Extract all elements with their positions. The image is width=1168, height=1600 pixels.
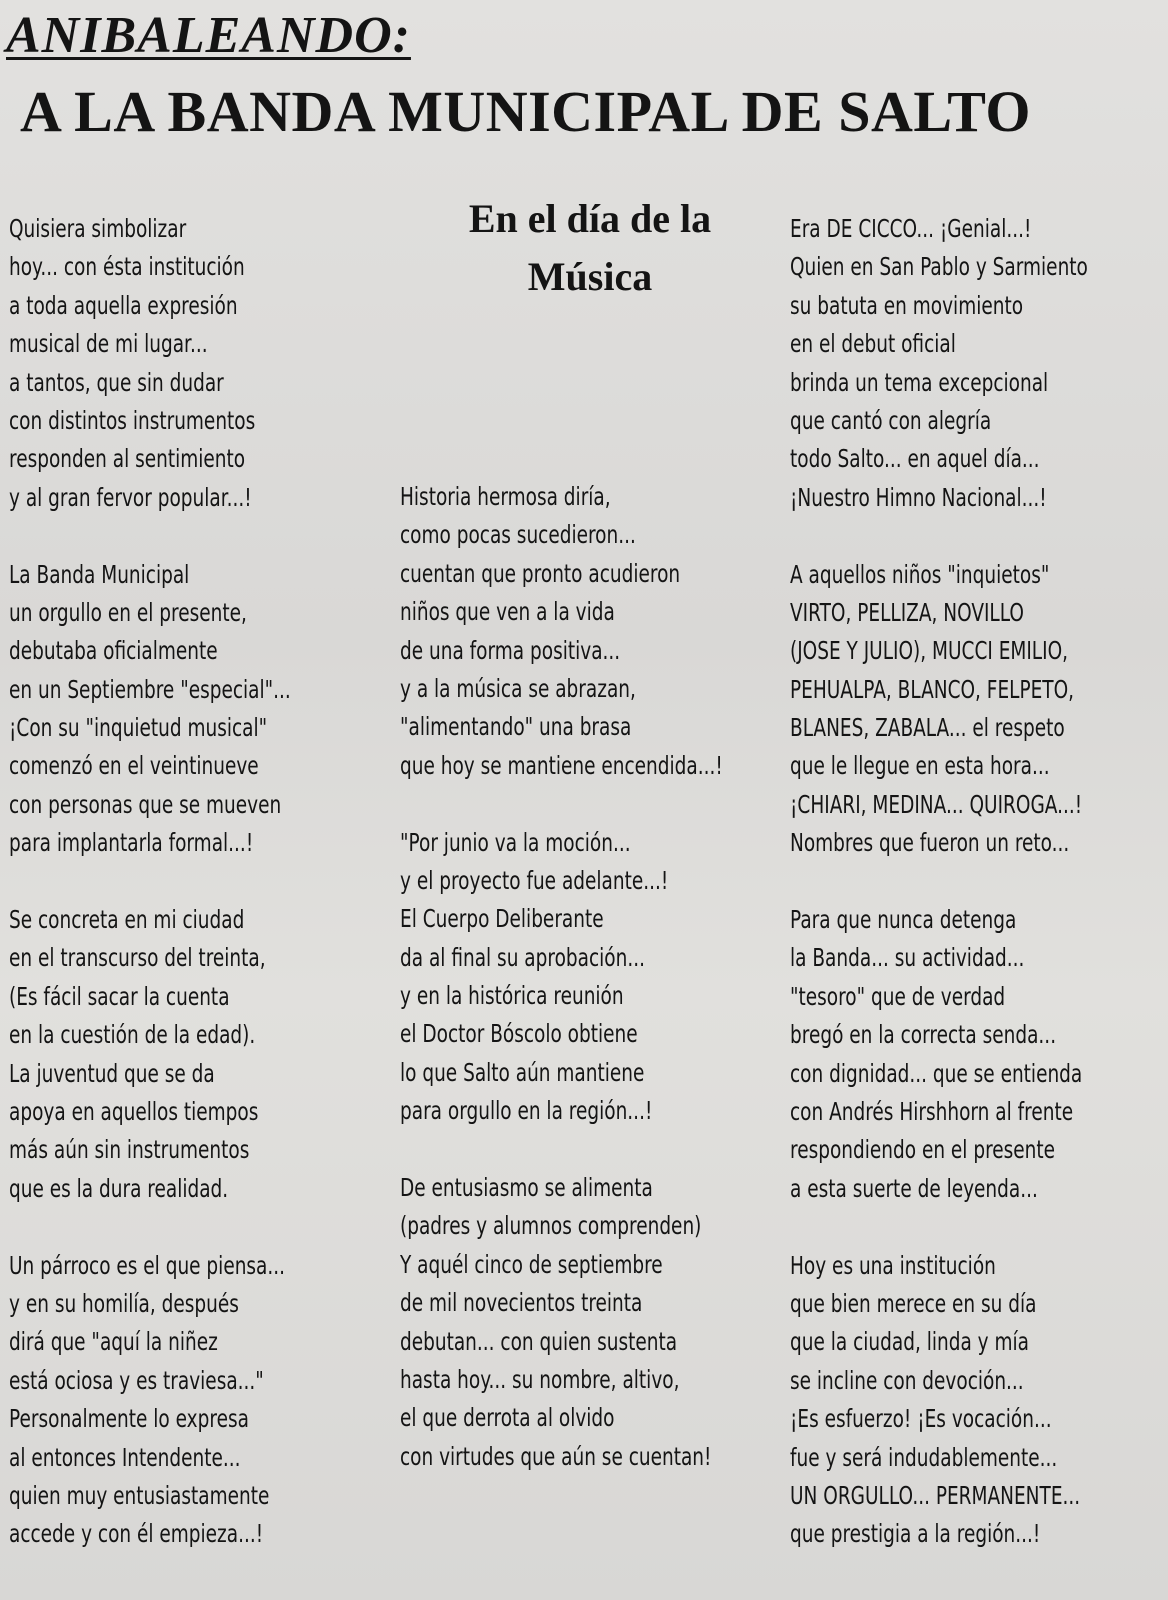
verse-line: BLANES, ZABALA... el respeto	[790, 713, 1065, 743]
verse-line: de mil novecientos treinta	[400, 1288, 643, 1318]
verse-line: Nombres que fueron un reto...	[790, 828, 1070, 858]
verse-line: niños que ven a la vida	[400, 597, 615, 627]
verse-line: para implantarla formal...!	[9, 828, 254, 858]
verse-line: el Doctor Bóscolo obtiene	[400, 1019, 638, 1049]
verse-line: da al final su aprobación...	[400, 942, 645, 972]
verse-line: hasta hoy... su nombre, altivo,	[400, 1364, 680, 1394]
verse-line: que hoy se mantiene encendida...!	[400, 750, 723, 780]
verse-line: De entusiasmo se alimenta	[400, 1173, 653, 1203]
verse-line: que bien merece en su día	[790, 1288, 1037, 1318]
verse-line: "alimentando" una brasa	[400, 712, 632, 742]
verse-line: a esta suerte de leyenda...	[790, 1173, 1038, 1203]
verse-line: Historia hermosa diría,	[400, 482, 611, 511]
verse-line: Hoy es una institución	[790, 1250, 996, 1280]
verse-line: a tantos, que sin dudar	[9, 367, 224, 397]
verse-line: La juventud que se da	[9, 1058, 215, 1088]
verse-line: "Por junio va la moción...	[400, 827, 631, 857]
verse-line: ¡Con su "inquietud musical"	[9, 713, 268, 743]
stanza	[790, 1247, 1088, 1554]
verse-line: dirá que "aquí la niñez	[9, 1327, 218, 1357]
subtitle-line: En el día de la	[468, 196, 712, 241]
stanza	[790, 556, 1088, 863]
verse-line: que prestigia a la región...!	[790, 1519, 1041, 1549]
verse-line: su batuta en movimiento	[790, 290, 1024, 320]
verse-line: más aún sin instrumentos	[9, 1135, 250, 1165]
verse-line: y al gran fervor popular...!	[9, 482, 252, 512]
verse-line: como pocas sucedieron...	[400, 520, 636, 550]
verse-line: Era DE CICCO... ¡Genial...!	[790, 214, 1032, 243]
verse-line: lo que Salto aún mantiene	[400, 1057, 645, 1087]
verse-line: hoy... con ésta institución	[9, 252, 245, 282]
verse-line: VIRTO, PELLIZA, NOVILLO	[790, 597, 1024, 627]
poem-column-right	[790, 210, 1088, 1554]
verse-line: con personas que se mueven	[9, 789, 282, 819]
verse-line: accede y con él empieza...!	[9, 1519, 264, 1549]
verse-line: PEHUALPA, BLANCO, FELPETO,	[790, 674, 1075, 704]
verse-line: y en su homilía, después	[9, 1288, 239, 1318]
verse-line: ¡Nuestro Himno Nacional...!	[790, 482, 1047, 512]
verse-line: en un Septiembre "especial"...	[9, 674, 291, 704]
verse-line: todo Salto... en aquel día...	[790, 444, 1040, 474]
verse-line: debutaba oficialmente	[9, 636, 218, 666]
verse-line: Se concreta en mi ciudad	[9, 905, 245, 935]
section-kicker: ANIBALEANDO:	[6, 7, 411, 64]
verse-line: con Andrés Hirshhorn al frente	[790, 1096, 1074, 1126]
verse-line: La Banda Municipal	[9, 559, 190, 589]
verse-line: con dignidad... que se entienda	[790, 1058, 1083, 1088]
subtitle-line: Música	[527, 254, 653, 299]
verse-line: "tesoro" que de verdad	[790, 981, 1006, 1011]
verse-line: el que derrota al olvido	[400, 1403, 615, 1433]
verse-line: fue y será indudablemente...	[790, 1442, 1058, 1472]
verse-line: la Banda... su actividad...	[790, 943, 1025, 973]
verse-line: y a la música se abrazan,	[400, 673, 636, 703]
verse-line: A aquellos niños "inquietos"	[790, 559, 1050, 589]
stanza	[790, 901, 1088, 1208]
verse-line: ¡Es esfuerzo! ¡Es vocación...	[790, 1404, 1052, 1434]
verse-line: comenzó en el veintinueve	[9, 751, 259, 781]
verse-line: está ociosa y es traviesa..."	[9, 1365, 264, 1395]
stanza	[9, 210, 291, 517]
verse-line: en el debut oficial	[790, 329, 956, 359]
poem-column-middle	[400, 478, 723, 1476]
poem-column-left	[9, 210, 291, 1554]
stanza	[9, 901, 291, 1208]
verse-line: y el proyecto fue adelante...!	[400, 865, 669, 895]
verse-line: Personalmente lo expresa	[9, 1404, 249, 1434]
verse-line: con virtudes que aún se cuentan!	[400, 1441, 712, 1471]
verse-line: apoya en aquellos tiempos	[9, 1096, 259, 1126]
verse-line: se incline con devoción...	[790, 1365, 1024, 1395]
verse-line: que la ciudad, linda y mía	[790, 1327, 1030, 1357]
verse-line: debutan... con quien sustenta	[400, 1326, 678, 1356]
verse-line: UN ORGULLO... PERMANENTE...	[790, 1480, 1081, 1510]
verse-line: que cantó con alegría	[790, 405, 992, 435]
verse-line: que es la dura realidad.	[9, 1173, 229, 1203]
stanza	[9, 1247, 291, 1554]
verse-line: quien muy entusiastamente	[9, 1480, 270, 1510]
stanza	[400, 1169, 723, 1476]
verse-line: Un párroco es el que piensa...	[9, 1250, 286, 1280]
verse-line: Y aquél cinco de septiembre	[400, 1249, 663, 1279]
verse-line: ¡CHIARI, MEDINA... QUIROGA...!	[790, 789, 1083, 819]
verse-line: respondiendo en el presente	[790, 1135, 1056, 1165]
stanza	[790, 210, 1088, 517]
verse-line: en el transcurso del treinta,	[9, 943, 266, 973]
verse-line: para orgullo en la región...!	[400, 1096, 653, 1126]
verse-line: cuentan que pronto acudieron	[400, 558, 681, 588]
verse-line: El Cuerpo Deliberante	[400, 904, 604, 934]
stanza	[400, 478, 723, 785]
verse-line: brinda un tema excepcional	[790, 367, 1049, 397]
verse-line: bregó en la correcta senda...	[790, 1020, 1057, 1050]
verse-line: (Es fácil sacar la cuenta	[9, 981, 230, 1011]
verse-line: de una forma positiva...	[400, 635, 621, 665]
stanza	[9, 556, 291, 863]
verse-line: Para que nunca detenga	[790, 905, 1017, 935]
verse-line: responden al sentimiento	[9, 444, 246, 474]
verse-line: Quisiera simbolizar	[9, 214, 187, 243]
verse-line: Quien en San Pablo y Sarmiento	[790, 252, 1088, 282]
verse-line: un orgullo en el presente,	[9, 597, 247, 627]
headline: A LA BANDA MUNICIPAL DE SALTO	[20, 79, 1031, 144]
subtitle	[400, 190, 780, 306]
verse-line: (padres y alumnos comprenden)	[400, 1211, 702, 1241]
verse-line: al entonces Intendente...	[9, 1442, 241, 1472]
verse-line: y en la histórica reunión	[400, 981, 624, 1011]
verse-line: musical de mi lugar...	[9, 329, 208, 359]
verse-line: (JOSE Y JULIO), MUCCI EMILIO,	[790, 636, 1069, 666]
verse-line: en la cuestión de la edad).	[9, 1020, 256, 1050]
verse-line: a toda aquella expresión	[9, 290, 238, 320]
stanza	[400, 824, 723, 1131]
verse-line: que le llegue en esta hora...	[790, 751, 1050, 781]
verse-line: con distintos instrumentos	[9, 405, 256, 435]
